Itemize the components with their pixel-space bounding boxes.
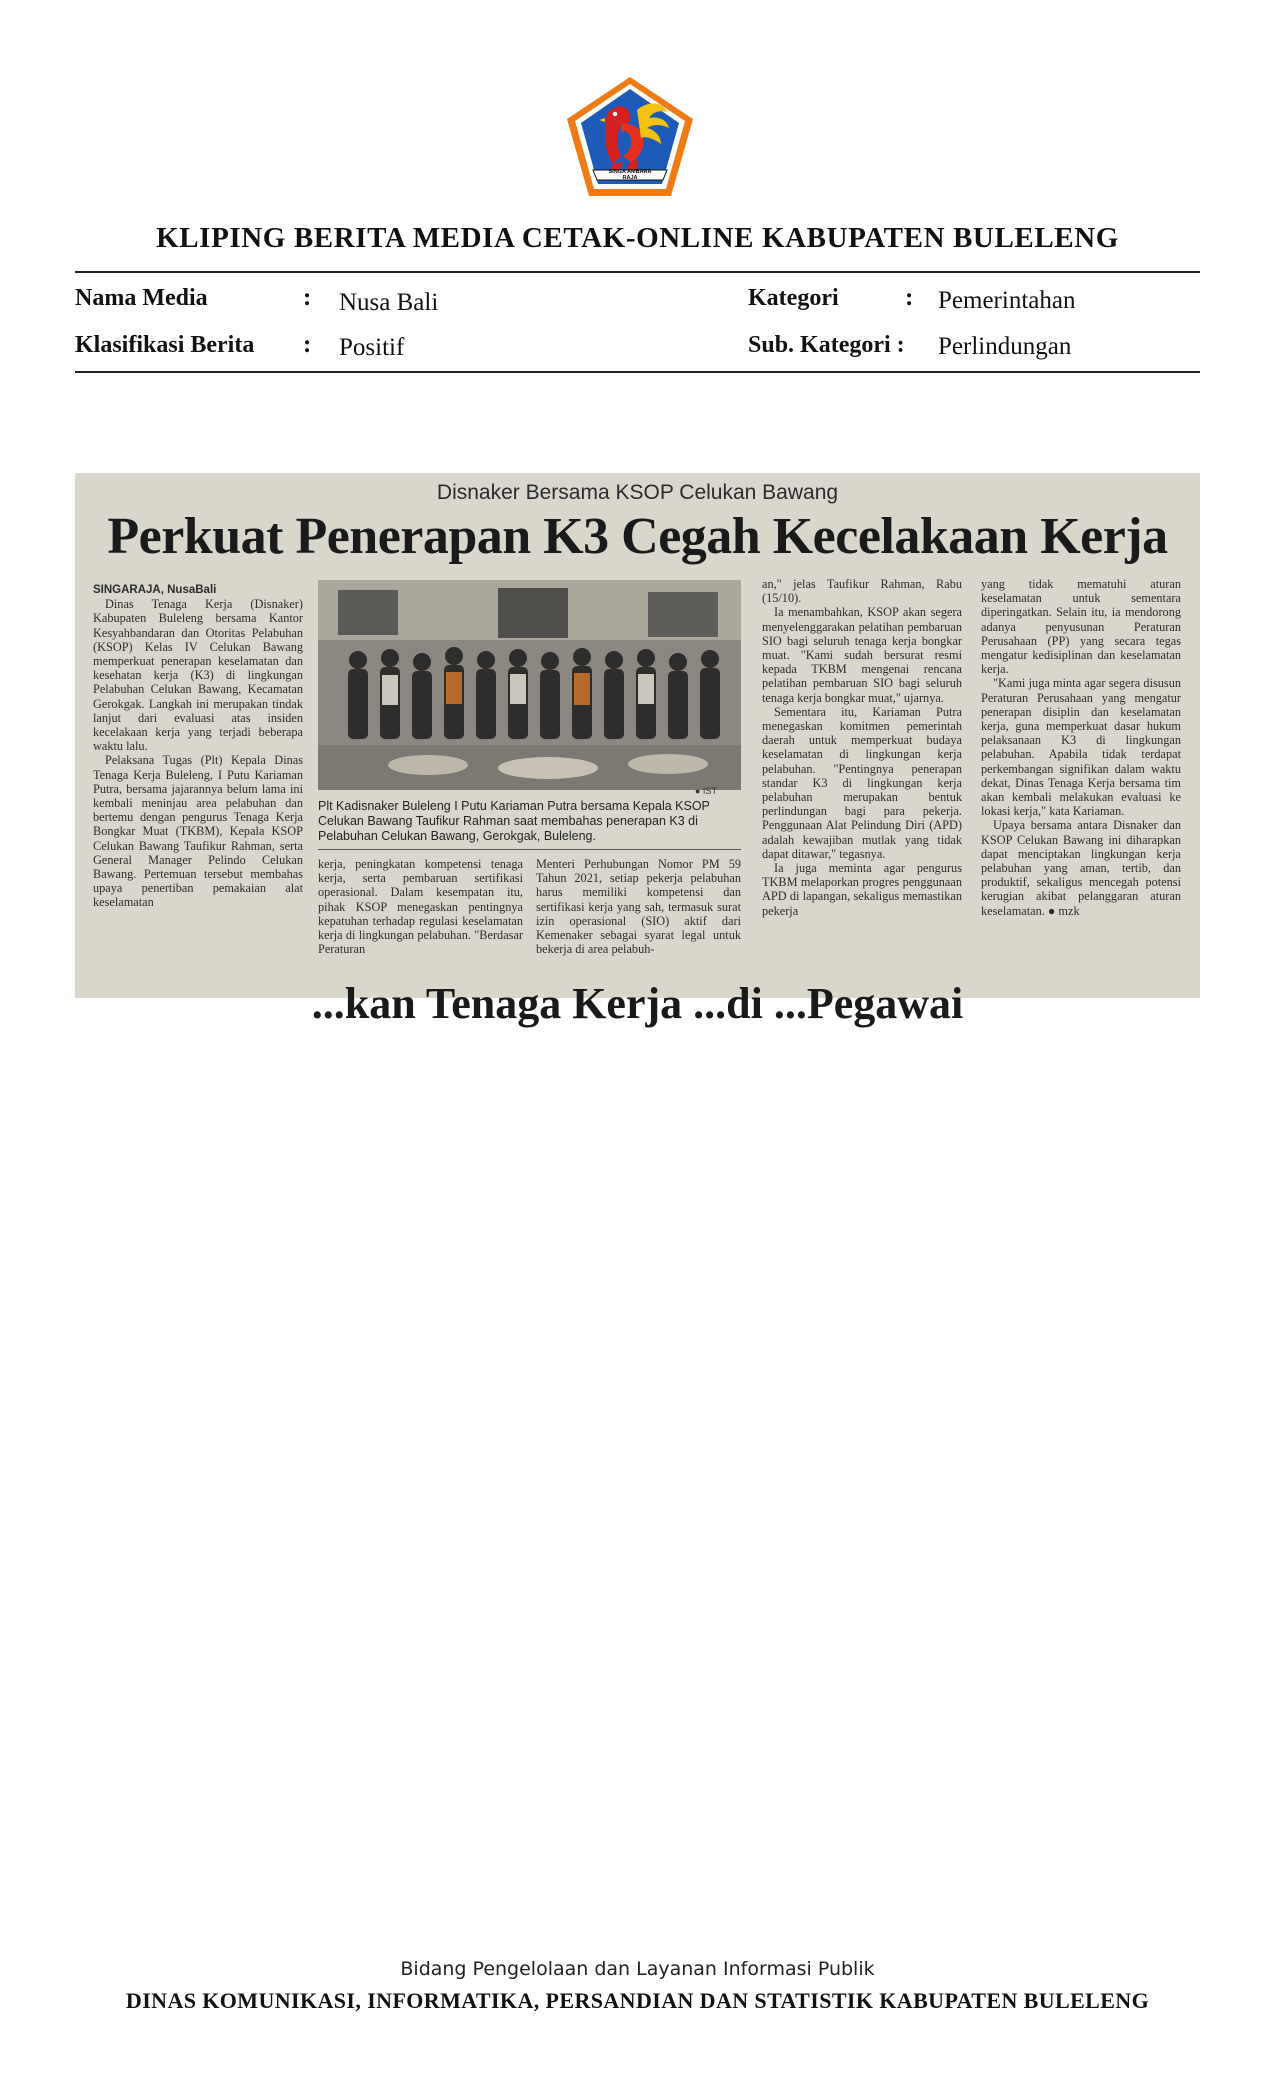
- kategori-label: Kategori: [748, 285, 839, 311]
- footer-subtitle: Bidang Pengelolaan dan Layanan Informasi Publik: [400, 1958, 875, 1980]
- article-paragraph: Upaya bersama antara Disnaker dan KSOP Celukan Bawang ini diharapkan dapat menciptakan lingkungan kerja pelabuhan yang aman, tertib, dan produktif, sekaligus mencegah potensi kerugian akibat pelanggaran aturan keselamatan. ● mzk: [981, 818, 1181, 918]
- article-column-2: [318, 857, 523, 982]
- media-label: Nama Media: [75, 285, 208, 311]
- article-paragraph: Pelaksana Tugas (Plt) Kepala Dinas Tenaga Kerja Buleleng, I Putu Kariaman Putra, bersama jajarannya belum lama ini kembali meninjau area pelabuhan dan bertemu dengan pengurus Tenaga Kerja Bongkar Muat (TKBM), Kepala KSOP Celukan Bawang Taufikur Rahman, serta General Manager Pelindo Celukan Bawang. Pertemuan tersebut membahas upaya penertiban pemakaian alat keselamatan: [93, 753, 303, 910]
- media-value: Nusa Bali: [339, 289, 439, 316]
- article-paragraph: Ia juga meminta agar pengurus TKBM melaporkan progres penggunaan APD di lapangan, sekaligus memastikan pekerja: [762, 861, 962, 918]
- footer-title: DINAS KOMUNIKASI, INFORMATIKA, PERSANDIAN DAN STATISTIK KABUPATEN BULELENG: [125, 1988, 1150, 2013]
- singa-ambara-raja-crest-icon: [563, 74, 697, 200]
- header-divider-top: [75, 271, 1200, 273]
- article-paragraph: Dinas Tenaga Kerja (Disnaker) Kabupaten Buleleng bersama Kantor Kesyahbandaran dan Otoritas Pelabuhan (KSOP) Kelas IV Celukan Bawang memperkuat penerapan keselamatan dan kesehatan kerja (K3) di lingkungan Pelabuhan Celukan Bawang, Kecamatan Gerokgak. Langkah ini merupakan tindak lanjut dari evaluasi atas insiden kecelakaan kerja yang terjadi beberapa waktu lalu.: [93, 597, 303, 754]
- page-title: KLIPING BERITA MEDIA CETAK-ONLINE KABUPATEN BULELENG: [156, 222, 1119, 254]
- article-column-1: [93, 583, 303, 978]
- klasifikasi-label: Klasifikasi Berita: [75, 332, 255, 358]
- caption-divider: [318, 849, 741, 850]
- klasifikasi-colon: :: [303, 331, 312, 358]
- media-colon: :: [303, 284, 312, 311]
- photo-credit: ● IST: [695, 786, 717, 796]
- article-column-4: [762, 577, 962, 982]
- crest-motto: SINGA AMBARA RAJA: [608, 169, 652, 181]
- header-divider-bottom: [75, 371, 1200, 373]
- article-paragraph: "Kami juga minta agar segera disusun Peraturan Perusahaan yang mengatur penerapan disiplin dan keselamatan kerja, guna memperkuat dasar hukum pelaksanaan K3 di lingkungan pelabuhan. Apabila tidak terdapat perkembangan signifikan dalam waktu dekat, Dinas Tenaga Kerja bersama tim akan kembali melakukan evaluasi ke lokasi kerja," kata Kariaman.: [981, 676, 1181, 819]
- article-paragraph: Ia menambahkan, KSOP akan segera menyelenggarakan pelatihan pembaruan SIO bagi seluruh tenaga kerja bongkar muat. "Kami sudah bersurat resmi kepada TKBM mengenai rencana pelatihan pembaruan SIO bagi seluruh tenaga kerja bongkar muat," ujarnya.: [762, 605, 962, 705]
- next-article-headline-cutoff: ...kan Tenaga Kerja ...di ...Pegawai: [311, 979, 964, 1028]
- article-paragraph: yang tidak mematuhi aturan keselamatan untuk sementara diperingatkan. Selain itu, ia mendorong adanya penyusunan Peraturan Perusahaan (PP) yang secara tegas mengatur kedisiplinan dan keselamatan kerja.: [981, 577, 1181, 677]
- photo-caption: Plt Kadisnaker Buleleng I Putu Kariaman Putra bersama Kepala KSOP Celukan Bawang Taufikur Rahman saat membahas penerapan K3 di Pelabuhan Celukan Bawang, Gerokgak, Buleleng.: [318, 799, 710, 843]
- newspaper-clipping: [75, 473, 1200, 1028]
- article-paragraph: Sementara itu, Kariaman Putra menegaskan komitmen pemerintah daerah untuk memperkuat budaya keselamatan di lingkungan kerja pelabuhan. "Pentingnya penerapan standar K3 di lingkungan kerja pelabuhan merupakan bentuk perlindungan bagi para pekerja. Penggunaan Alat Pelindung Diri (APD) adalah kewajiban mutlak yang tidak dapat ditawar," tegasnya.: [762, 704, 962, 861]
- article-photo: [318, 580, 741, 790]
- article-paragraph: kerja, peningkatan kompetensi tenaga kerja, serta pembaruan sertifikasi operasional. Dalam kesempatan itu, pihak KSOP menegaskan pentingnya kepatuhan terhadap regulasi keselamatan kerja di lingkungan pelabuhan. "Berdasar Peraturan: [318, 857, 523, 957]
- article-dateline: SINGARAJA, NusaBali: [93, 584, 217, 596]
- kategori-colon: :: [905, 284, 914, 311]
- article-column-5: [981, 577, 1181, 982]
- article-headline: Perkuat Penerapan K3 Cegah Kecelakaan Kerja: [107, 508, 1168, 565]
- article-paragraph: Menteri Perhubungan Nomor PM 59 Tahun 2021, setiap pekerja pelabuhan harus memiliki kompetensi dan sertifikasi kerja yang sah, termasuk surat izin operasional (SIO) aktif dari Kemenaker sebagai syarat legal untuk bekerja di area pelabuh-: [536, 857, 741, 957]
- klasifikasi-value: Positif: [339, 334, 405, 361]
- article-paragraph: an," jelas Taufikur Rahman, Rabu (15/10).: [762, 577, 962, 606]
- article-kicker: Disnaker Bersama KSOP Celukan Bawang: [436, 481, 839, 504]
- sub-kategori-label: Sub. Kategori :: [748, 332, 905, 358]
- article-column-3: [536, 857, 741, 982]
- sub-kategori-value: Perlindungan: [938, 333, 1072, 360]
- kategori-value: Pemerintahan: [938, 287, 1076, 314]
